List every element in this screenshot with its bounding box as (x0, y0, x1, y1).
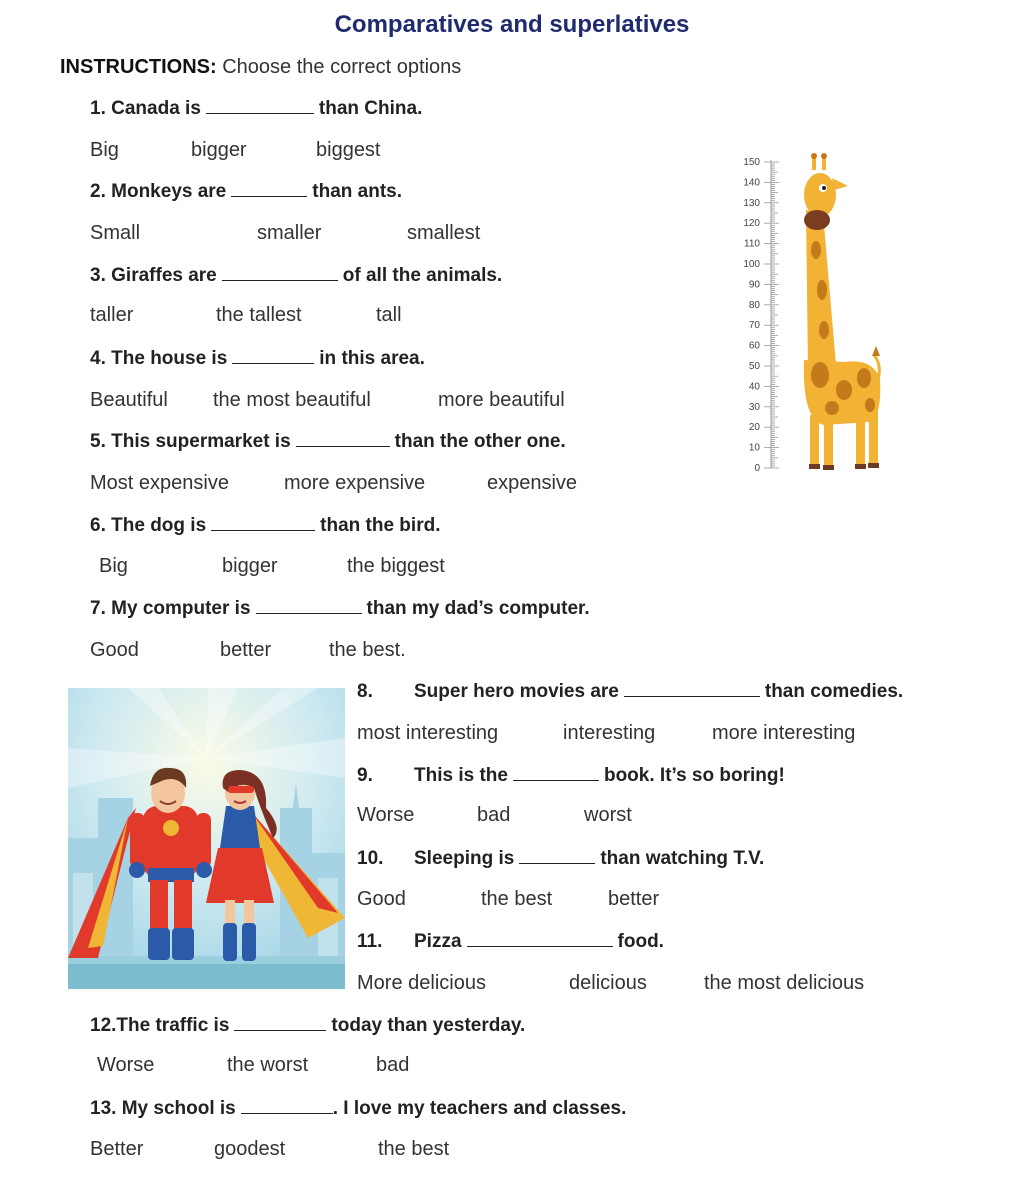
option-6-c[interactable]: the biggest (347, 555, 445, 577)
option-8-a[interactable]: most interesting (357, 722, 499, 744)
option-4-b[interactable]: the most beautiful (213, 389, 371, 411)
answer-blank[interactable] (624, 680, 760, 697)
option-2-a[interactable]: Small (90, 222, 141, 244)
ruler-label: 130 (743, 197, 760, 209)
option-4-a[interactable]: Beautiful (90, 389, 168, 411)
question-number: 2. (90, 181, 106, 202)
answer-blank[interactable] (256, 597, 362, 614)
question-text-before: Pizza (414, 931, 462, 952)
option-8-b[interactable]: interesting (563, 722, 656, 744)
question-number: 13. (90, 1098, 117, 1119)
ruler-label: 80 (748, 299, 760, 311)
answer-blank[interactable] (206, 97, 314, 114)
option-8-c[interactable]: more interesting (712, 722, 856, 744)
option-13-b[interactable]: goodest (214, 1138, 286, 1160)
option-7-a[interactable]: Good (90, 639, 139, 661)
answer-blank[interactable] (234, 1014, 326, 1031)
question-text-before: My computer is (111, 598, 251, 619)
ruler-label: 20 (748, 422, 760, 434)
option-7-c[interactable]: the best. (329, 639, 406, 661)
question-text-after: today than yesterday. (331, 1015, 526, 1036)
question-number: 10. (357, 848, 384, 869)
question-number: 9. (357, 765, 373, 786)
question-11 (357, 930, 664, 953)
question-text-after: book. It’s so boring! (603, 765, 785, 786)
question-9 (357, 764, 785, 787)
instructions (60, 56, 461, 79)
option-13-c[interactable]: the best (378, 1138, 450, 1160)
option-9-c[interactable]: worst (584, 804, 632, 826)
ruler-label: 100 (743, 259, 760, 270)
ruler-label: 70 (748, 320, 760, 332)
option-5-b[interactable]: more expensive (284, 472, 426, 494)
ruler-label: 110 (744, 238, 760, 250)
height-ruler (743, 157, 779, 474)
superhero-couple-illustration (68, 688, 345, 989)
question-text-before: This supermarket is (111, 431, 291, 452)
question-text-after: than China. (318, 98, 423, 119)
option-9-a[interactable]: Worse (357, 804, 415, 826)
question-3 (90, 264, 502, 287)
ruler-label: 120 (743, 218, 760, 230)
option-10-a[interactable]: Good (357, 888, 406, 910)
option-10-b[interactable]: the best (481, 888, 553, 910)
option-12-a[interactable]: Worse (97, 1054, 155, 1076)
question-number: 4. (90, 348, 106, 369)
question-text-after: than comedies. (764, 681, 904, 702)
giraffe-height-chart-illustration (724, 150, 894, 480)
question-4 (90, 347, 425, 370)
question-number: 11. (357, 931, 383, 952)
question-12 (90, 1014, 525, 1037)
question-7 (90, 597, 590, 620)
option-10-c[interactable]: better (608, 888, 660, 910)
answer-blank[interactable] (519, 847, 595, 864)
ruler-label: 40 (748, 381, 760, 393)
ruler-label: 60 (748, 340, 760, 352)
option-7-b[interactable]: better (220, 639, 272, 661)
question-text-before: My school is (121, 1098, 236, 1119)
instructions-text: Choose the correct options (222, 56, 462, 78)
option-11-c[interactable]: the most delicious (704, 972, 865, 994)
answer-blank[interactable] (231, 180, 307, 197)
question-2 (90, 180, 402, 203)
question-text-after: food. (617, 931, 664, 952)
option-1-b[interactable]: bigger (191, 139, 247, 161)
answer-blank[interactable] (211, 514, 315, 531)
ruler-label: 90 (748, 279, 760, 291)
question-text-after: than the bird. (320, 515, 441, 536)
question-text-before: The house is (111, 348, 228, 369)
giraffe-icon (804, 153, 880, 470)
question-1 (90, 97, 422, 120)
option-3-b[interactable]: the tallest (216, 304, 302, 326)
instructions-label: INSTRUCTIONS: (60, 56, 217, 78)
option-5-c[interactable]: expensive (487, 472, 578, 494)
question-5 (90, 430, 566, 453)
question-text-after: in this area. (319, 348, 425, 369)
question-8 (357, 680, 903, 703)
answer-blank[interactable] (467, 930, 613, 947)
option-12-b[interactable]: the worst (227, 1054, 309, 1076)
option-9-b[interactable]: bad (477, 804, 511, 826)
question-text-before: The traffic is (116, 1015, 230, 1036)
question-number: 8. (357, 681, 373, 702)
question-text-after: of all the animals. (342, 265, 503, 286)
answer-blank[interactable] (232, 347, 314, 364)
option-11-b[interactable]: delicious (569, 972, 647, 994)
question-number: 12. (90, 1015, 117, 1036)
question-number: 5. (90, 431, 106, 452)
question-text-after: than watching T.V. (600, 848, 765, 869)
question-text-after: than ants. (312, 181, 402, 202)
question-text-before: This is the (414, 765, 508, 786)
question-text-before: The dog is (111, 515, 207, 536)
question-number: 3. (90, 265, 106, 286)
question-text-before: Giraffes are (111, 265, 217, 286)
option-3-c[interactable]: tall (376, 304, 402, 326)
answer-blank[interactable] (513, 764, 599, 781)
question-text-before: Monkeys are (111, 181, 227, 202)
option-6-a[interactable]: Big (99, 555, 128, 577)
option-6-b[interactable]: bigger (222, 555, 278, 577)
option-11-a[interactable]: More delicious (357, 972, 486, 994)
question-13 (90, 1097, 626, 1120)
question-number: 1. (90, 98, 106, 119)
question-text-before: Canada is (111, 98, 201, 119)
question-text-after: . I love my teachers and classes. (332, 1098, 627, 1119)
option-1-a[interactable]: Big (90, 139, 119, 161)
option-3-a[interactable]: taller (90, 304, 134, 326)
answer-blank[interactable] (296, 430, 390, 447)
option-2-c[interactable]: smallest (407, 222, 481, 244)
ruler-label: 150 (743, 157, 760, 168)
option-12-c[interactable]: bad (376, 1054, 410, 1076)
answer-blank[interactable] (222, 264, 338, 281)
answer-blank[interactable] (241, 1097, 333, 1114)
worksheet-title: Comparatives and superlatives (334, 11, 690, 38)
option-4-c[interactable]: more beautiful (438, 389, 565, 411)
question-text-after: than the other one. (394, 431, 566, 452)
question-number: 6. (90, 515, 106, 536)
option-5-a[interactable]: Most expensive (90, 472, 229, 494)
ruler-label: 50 (748, 361, 760, 372)
question-text-after: than my dad’s computer. (366, 598, 590, 619)
option-2-b[interactable]: smaller (257, 222, 322, 244)
ruler-label: 140 (743, 177, 760, 189)
option-1-c[interactable]: biggest (316, 139, 381, 161)
question-6 (90, 514, 440, 537)
ruler-label: 30 (748, 401, 760, 413)
question-text-before: Sleeping is (414, 848, 515, 869)
option-13-a[interactable]: Better (90, 1138, 144, 1160)
ruler-label: 10 (748, 442, 760, 454)
ruler-label: 0 (754, 463, 760, 474)
question-10 (357, 847, 764, 870)
question-text-before: Super hero movies are (414, 681, 619, 702)
question-number: 7. (90, 598, 106, 619)
